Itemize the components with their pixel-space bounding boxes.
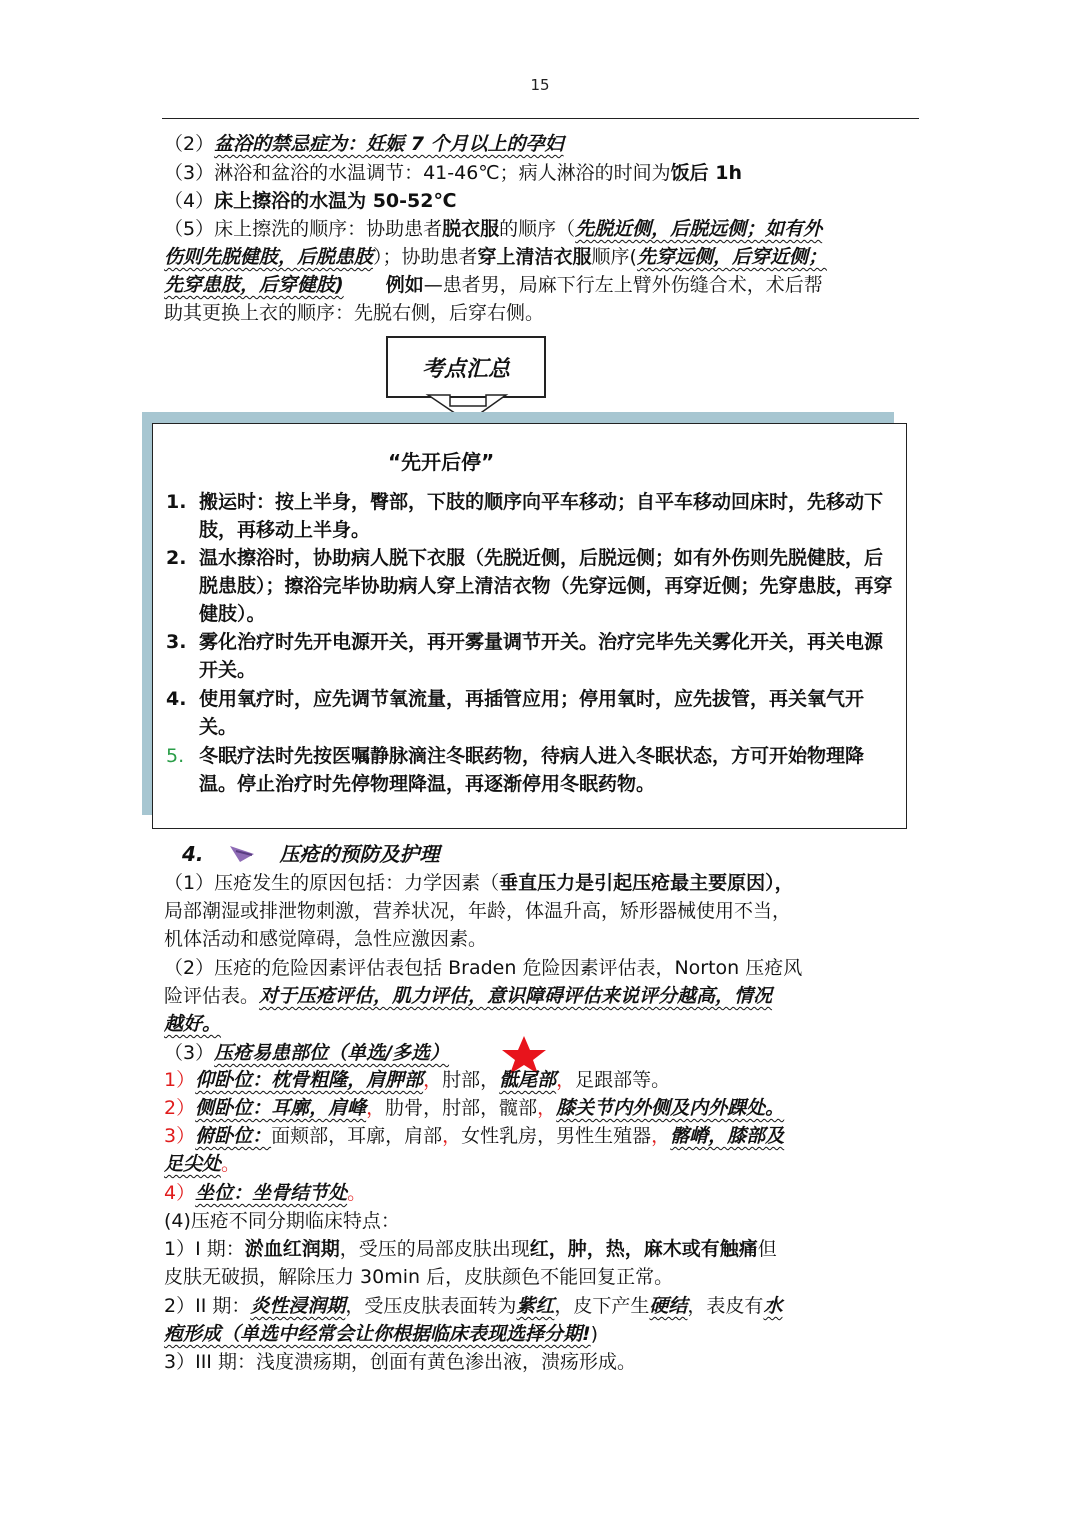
bold-text: 脱衣服	[442, 218, 500, 240]
emphasis-text: 先穿远侧，后穿近侧；	[636, 246, 827, 268]
text-run: 的顺序（	[499, 218, 576, 240]
text-line	[164, 1179, 366, 1207]
emphasis-text: 水	[763, 1295, 783, 1317]
item-text: 雾化治疗时先开电源开关，再开雾量调节开关。治疗完毕先关雾化开关，再关电源开关。	[199, 631, 884, 681]
text-run: ，	[366, 1097, 386, 1119]
text-line	[164, 271, 823, 299]
text-line	[164, 1066, 670, 1094]
text-run: ，	[556, 1069, 576, 1091]
item-text: 冬眠疗法时先按医嘱静脉滴注冬眠药物，待病人进入冬眠状态，方可开始物理降温。停止治疗时先停物理降温，再逐渐停用冬眠药物。	[199, 745, 865, 795]
text-run: (4)压疮不同分期临床特点：	[164, 1210, 400, 1232]
text-line	[164, 1039, 449, 1067]
pen-decoration-icon	[228, 842, 258, 864]
item-text: 使用氧疗时，应先调节氧流量，再插管应用；停用氧时，应先拔管，再关氧气开关。	[199, 688, 865, 738]
bold-text: 例如	[385, 274, 424, 296]
text-run: ，表皮有	[687, 1295, 764, 1317]
text-line	[164, 869, 794, 897]
text-run: ，受压皮肤表面转为	[345, 1295, 517, 1317]
text-run: ，	[423, 1069, 443, 1091]
item-text: 搬运时：按上半身，臀部，下肢的顺序向平车移动；自平车移动回床时，先移动下肢，再移动上半身。	[199, 491, 884, 541]
list-item	[166, 685, 896, 741]
emphasis-text: 先脱近侧，后脱远侧；如有外	[575, 218, 823, 240]
text-line	[164, 1094, 784, 1122]
text-line	[164, 954, 802, 982]
text-line	[164, 1207, 400, 1235]
emphasis-text: 骶尾部	[499, 1069, 557, 1091]
emphasis-text: 盆浴的禁忌症为：妊娠 7 个月以上的孕妇	[214, 133, 564, 155]
text-run: 皮肤无破损，解除压力 30min 后，皮肤颜色不能回复正常。	[164, 1266, 674, 1288]
text-line	[164, 215, 822, 243]
bold-text: 淤血红润期	[244, 1238, 340, 1260]
item-text: 温水擦浴时，协助病人脱下衣服（先脱近侧，后脱远侧；如有外伤则先脱健肢，后脱患肢）；擦浴完毕协助病人穿上清洁衣物（先穿远侧，再穿近侧；先穿患肢，再穿健肢）。	[199, 547, 893, 625]
text-line	[164, 1263, 673, 1291]
text-line	[164, 1235, 777, 1263]
text-line	[164, 299, 544, 327]
text-run: ，	[537, 1097, 557, 1119]
item-number: 2.	[166, 547, 187, 569]
item-number: 5.	[166, 745, 185, 767]
emphasis-text: 俯卧位：	[195, 1125, 272, 1147]
text-line	[164, 1122, 784, 1150]
text-run: ，	[651, 1125, 671, 1147]
callout-box	[386, 336, 546, 398]
bold-text: 穿上清洁衣服	[477, 246, 592, 268]
emphasis-text: 越好。	[164, 1013, 222, 1035]
text-run: 1）	[164, 1069, 196, 1091]
header-rule	[162, 118, 919, 119]
list-item	[166, 628, 896, 684]
text-line	[164, 982, 772, 1010]
text-run: 但	[757, 1238, 777, 1260]
text-run: （4）	[164, 190, 215, 212]
emphasis-text: 紫红	[516, 1295, 555, 1317]
text-run: 2）II 期：	[164, 1295, 251, 1317]
item-number: 1.	[166, 491, 187, 513]
text-run: 肋骨，肘部，髋部	[385, 1097, 538, 1119]
text-run: ，	[442, 1125, 462, 1147]
text-run: 女性乳房，男性生殖器	[461, 1125, 652, 1147]
text-line	[164, 159, 742, 187]
text-line	[164, 187, 456, 215]
text-line	[164, 897, 791, 925]
item-number: 4.	[166, 688, 187, 710]
text-run: 险评估表。	[164, 985, 260, 1007]
emphasis-text: 侧卧位：耳廓，肩峰	[195, 1097, 367, 1119]
section-number: 4.	[182, 842, 204, 866]
text-line	[164, 243, 827, 271]
bold-text: 垂直压力是引起压疮最主要原因），	[499, 872, 794, 894]
emphasis-text: 硬结	[649, 1295, 688, 1317]
item-number: 3.	[166, 631, 187, 653]
text-run: 。	[347, 1182, 367, 1204]
text-run: 助其更换上衣的顺序：先脱右侧，后穿右侧。	[164, 302, 545, 324]
text-run: 局部潮湿或排泄物刺激，营养状况，年龄，体温升高，矫形器械使用不当，	[164, 900, 792, 922]
list-item	[166, 488, 896, 544]
list-item	[166, 742, 896, 798]
bold-text: 床上擦浴的水温为 50-52℃	[214, 190, 457, 212]
text-run: 3）	[164, 1125, 196, 1147]
emphasis-text: 炎性浸润期	[250, 1295, 346, 1317]
emphasis-text: 对于压疮评估，肌力评估，意识障碍评估来说评分越高，情况	[259, 985, 773, 1007]
text-line	[164, 1348, 636, 1376]
section-title: 压疮的预防及护理	[279, 842, 440, 866]
text-run: （3）淋浴和盆浴的水温调节：41-46℃；病人淋浴的时间为	[164, 162, 671, 184]
text-line	[164, 1010, 221, 1038]
emphasis-text: 压疮易患部位（单选/多选）	[214, 1042, 450, 1064]
emphasis-text: 坐位：坐骨结节处	[195, 1182, 348, 1204]
callout-label: 考点汇总	[421, 356, 510, 382]
bold-text: 饭后 1h	[670, 162, 743, 184]
emphasis-text: 仰卧位：枕骨粗隆，肩胛部	[195, 1069, 424, 1091]
emphasis-text: 髂嵴，膝部及	[670, 1125, 785, 1147]
text-run: ，受压的局部皮肤出现	[339, 1238, 530, 1260]
text-run: （2）	[164, 133, 215, 155]
text-line	[164, 1150, 240, 1178]
text-run: （2）压疮的危险因素评估表包括 Braden 危险因素评估表，Norton 压疮风	[164, 957, 803, 979]
emphasis-text: 伤则先脱健肢，后脱患肢	[164, 246, 374, 268]
text-run: 1）I 期：	[164, 1238, 245, 1260]
text-run: 3）III 期：浅度溃疡期，创面有黄色渗出液，溃疡形成。	[164, 1351, 636, 1373]
text-run: （3）	[164, 1042, 215, 1064]
list-item	[166, 544, 896, 628]
text-run: ）；协助患者	[373, 246, 478, 268]
section-heading	[182, 838, 439, 867]
text-line	[164, 1292, 782, 1320]
emphasis-text: 先穿患肢，后穿健肢)	[164, 274, 344, 296]
page-number: 15	[530, 76, 550, 94]
text-run: 足跟部等。	[575, 1069, 671, 1091]
text-run: 肘部，	[442, 1069, 500, 1091]
text-run: ，皮下产生	[554, 1295, 650, 1317]
text-run: （1）压疮发生的原因包括：力学因素（	[164, 872, 500, 894]
text-line	[164, 925, 487, 953]
text-run: )	[590, 1323, 599, 1345]
text-run: 。	[221, 1153, 241, 1175]
bold-text: 红，肿，热，麻木或有触痛	[529, 1238, 758, 1260]
text-run: —患者男，局麻下行左上臂外伤缝合术，术后帮	[423, 274, 823, 296]
text-run: 顺序(	[591, 246, 637, 268]
text-run: 面颊部，耳廓，肩部	[271, 1125, 443, 1147]
text-line	[164, 130, 564, 158]
emphasis-text: 疱形成（单选中经常会让你根据临床表现选择分期!	[164, 1323, 591, 1345]
text-run: 2）	[164, 1097, 196, 1119]
emphasis-text: 足尖处	[164, 1153, 222, 1175]
text-run: 4）	[164, 1182, 196, 1204]
text-run: 机体活动和感觉障碍，急性应激因素。	[164, 928, 488, 950]
text-run: （5）床上擦洗的顺序：协助患者	[164, 218, 443, 240]
text-line	[164, 1320, 598, 1348]
panel-title: “先开后停”	[388, 450, 495, 474]
emphasis-text: 膝关节内外侧及内外踝处。	[556, 1097, 785, 1119]
